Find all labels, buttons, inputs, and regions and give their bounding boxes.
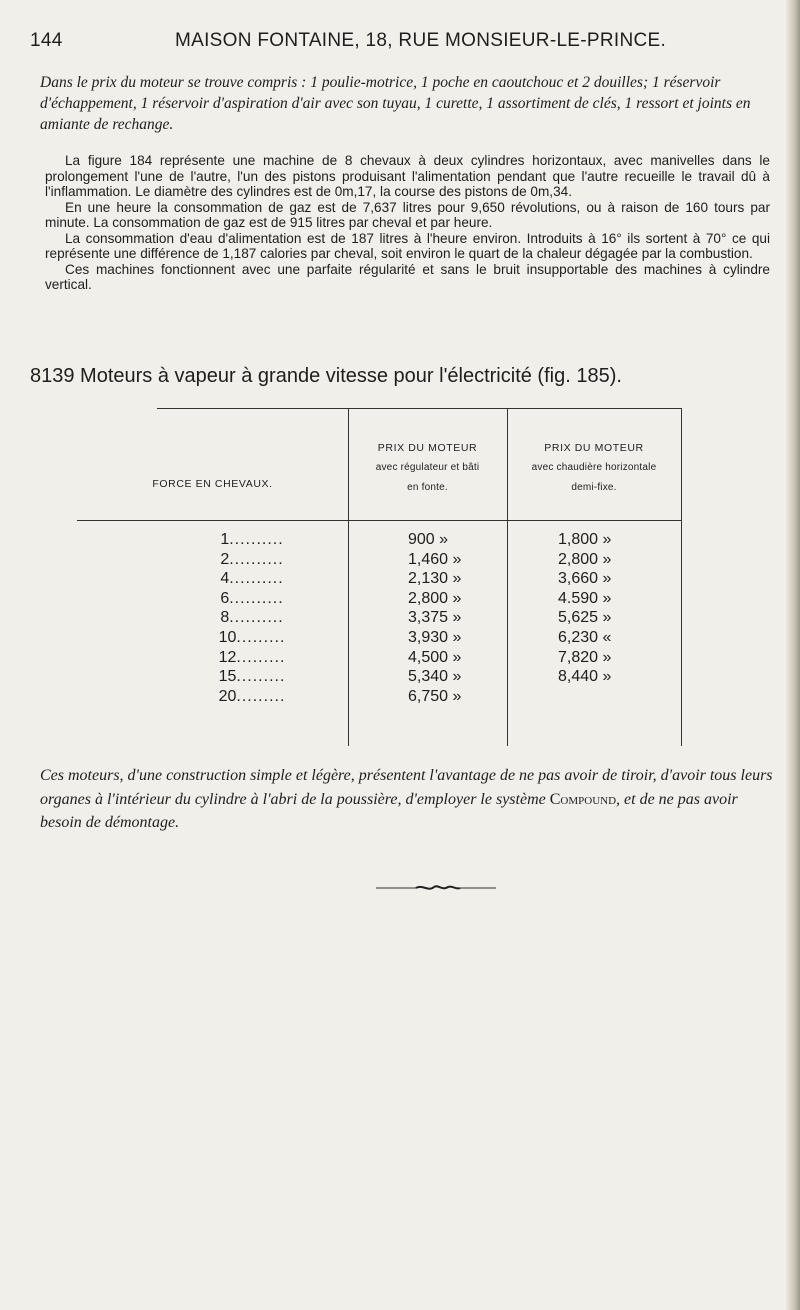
page-number: 144 xyxy=(30,30,63,51)
description-p2: En une heure la consommation de gaz est de 7,637 litres pour 9,650 révolutions, ou à raison de 160 tours par minute. La consommation de gaz est de 915 litres par cheval et par heure. xyxy=(45,199,770,230)
price2-cell: 8,440 » xyxy=(558,668,612,686)
intro-part1: Dans le prix xyxy=(40,74,121,91)
header-price-regulator-l3: en fonte. xyxy=(407,482,448,493)
header-price-boiler-l3: demi-fixe. xyxy=(571,482,617,493)
intro-part2: du moteur se trouve compris : 1 poulie-motrice, 1 poche en caoutchouc et 2 douilles; 1 réservoir d'échappement, 1 réservoir d'aspiration d'air avec son tuyau, 1 curette, 1 assortiment de clés, 1 ressort et joints en amiante de rechange. xyxy=(40,74,751,133)
price2-cell: 4.590 » xyxy=(558,589,612,607)
description-p1: La figure 184 représente une machine de 8 chevaux à deux cylindres horizontaux, avec manivelles dans le prolongement l'une de l'autre, l'un des pistons produisant l'alimentation pendant que l'autre recueille le travail dû à l'inflammation. Le diamètre des cylindres est de 0m,17, la course des pistons de 0m,34. xyxy=(45,153,770,199)
force-cell: 6.......... xyxy=(220,589,284,607)
outro-paragraph xyxy=(40,764,780,835)
outro-part1: Ces moteurs, d'une construction simple et légère, présentent l'avantage de ne pas avoir de tiroir, d'avoir tous leurs organes à l'intérieur du cylindre à l'abri de la poussière, d'employer le système xyxy=(40,767,773,808)
table-row xyxy=(77,688,682,708)
table-row xyxy=(77,668,682,688)
table-row xyxy=(77,531,682,551)
description-p4: Ces machines fonctionnent avec une parfaite régularité et sans le bruit insupportable des machines à cylindre vertical. xyxy=(45,261,770,292)
force-cell: 15......... xyxy=(218,668,286,686)
price1-cell: 1,460 » xyxy=(408,550,462,568)
price2-cell: 1,800 » xyxy=(558,531,612,548)
intro-paragraph xyxy=(40,72,775,135)
price1-cell: 5,340 » xyxy=(408,668,462,686)
description-p3: La consommation d'eau d'alimentation est de 187 litres à l'heure environ. Introduits à 16° ils sortent à 70° ce qui représente une différence de 1,187 calories par cheval, soit environ le quart de la chaleur dégagée par la combustion. xyxy=(45,230,770,261)
price1-cell: 3,375 » xyxy=(408,609,462,627)
running-title: MAISON FONTAINE, 18, RUE MONSIEUR-LE-PRINCE. xyxy=(175,30,667,51)
force-cell: 1.......... xyxy=(220,531,284,548)
header-price-boiler-l1: PRIX DU MOTEUR xyxy=(544,442,644,454)
description-block xyxy=(45,153,770,293)
price1-cell: 3,930 » xyxy=(408,628,462,646)
table-body xyxy=(77,531,682,707)
page-edge-shadow xyxy=(786,0,800,1310)
section-title: 8139 Moteurs à vapeur à grande vitesse pour l'électricité (fig. 185). xyxy=(30,365,622,387)
force-cell: 4.......... xyxy=(220,570,284,588)
price-table xyxy=(77,408,682,746)
table-row xyxy=(77,570,682,590)
price1-cell: 900 » xyxy=(408,531,449,548)
price1-cell: 4,500 » xyxy=(408,648,462,666)
price2-cell: 7,820 » xyxy=(558,648,612,666)
price1-cell: 2,130 » xyxy=(408,570,462,588)
force-cell: 2.......... xyxy=(220,550,284,568)
ornament-divider-icon xyxy=(376,883,496,893)
outro-compound: Compound xyxy=(549,790,617,808)
price1-cell: 2,800 » xyxy=(408,589,462,607)
price2-cell: 2,800 » xyxy=(558,550,612,568)
header-price-boiler-l2: avec chaudière horizontale xyxy=(531,462,657,473)
header-price-regulator-l2: avec régulateur et bâti xyxy=(375,462,480,473)
table-row xyxy=(77,590,682,610)
price2-cell: 3,660 » xyxy=(558,570,612,588)
force-cell: 8.......... xyxy=(220,609,284,627)
table-row xyxy=(77,609,682,629)
price2-cell: 6,230 « xyxy=(558,628,612,646)
price2-cell: 5,625 » xyxy=(558,609,612,627)
force-cell: 12......... xyxy=(218,648,286,666)
table-top-rule xyxy=(157,408,682,409)
force-cell: 10......... xyxy=(218,628,286,646)
header-force-label: FORCE EN CHEVAUX. xyxy=(152,478,273,490)
table-row xyxy=(77,649,682,669)
outro-part2: , et de ne pas avoir besoin de démontage. xyxy=(40,790,738,831)
table-row xyxy=(77,551,682,571)
table-row xyxy=(77,629,682,649)
price1-cell: 6,750 » xyxy=(408,687,462,705)
force-cell: 20......... xyxy=(218,687,286,705)
header-price-regulator-l1: PRIX DU MOTEUR xyxy=(377,442,478,454)
